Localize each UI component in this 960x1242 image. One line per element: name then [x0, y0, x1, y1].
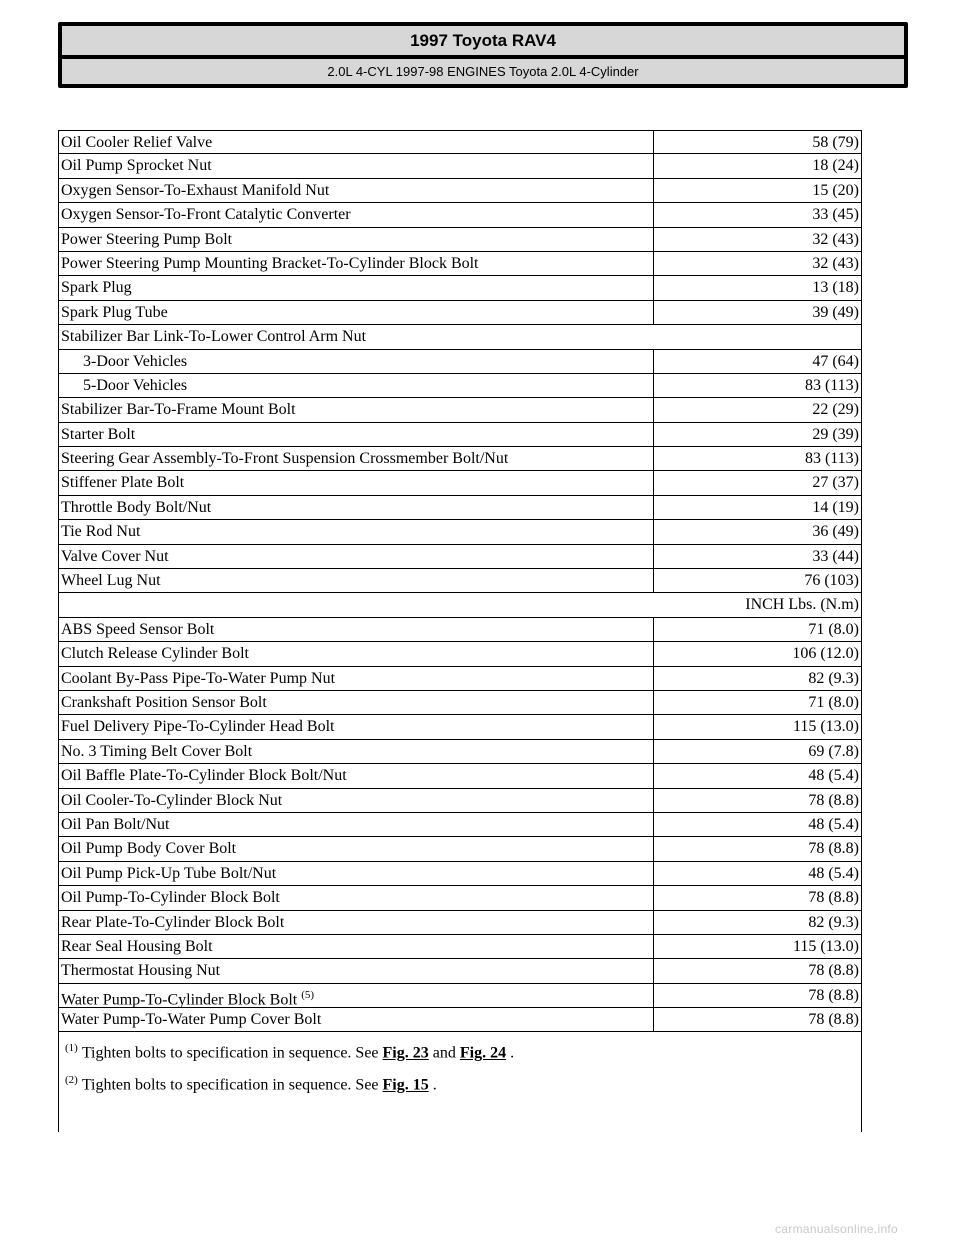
component-label: [61, 520, 140, 543]
column-divider: [653, 642, 654, 665]
component-label: [61, 935, 213, 958]
component-label: [61, 911, 284, 934]
component-label-text: Starter Bolt: [61, 425, 136, 443]
column-divider: [653, 520, 654, 543]
component-label: [61, 886, 280, 909]
table-row: [58, 789, 862, 813]
table-row: [58, 520, 862, 544]
column-divider: [653, 569, 654, 592]
column-divider: [653, 301, 654, 324]
table-row: [58, 179, 862, 203]
column-divider: [653, 715, 654, 738]
table-row: [58, 203, 862, 227]
component-label: [61, 423, 135, 446]
footnote-2: [65, 1074, 437, 1094]
component-label-text: Stiffener Plate Bolt: [61, 474, 185, 492]
component-label: [61, 862, 276, 885]
torque-value: 69 (7.8): [808, 742, 859, 760]
footnote-text: Tighten bolts to specification in sequence. See: [81, 1076, 383, 1094]
torque-value: 14 (19): [812, 498, 859, 516]
component-label: [61, 1008, 321, 1031]
table-row: [58, 667, 862, 691]
column-divider: [653, 496, 654, 519]
column-divider: [653, 374, 654, 397]
document-header: [58, 22, 908, 88]
footnote-text: Tighten bolts to specification in sequence. See: [81, 1044, 383, 1062]
column-divider: [653, 423, 654, 446]
torque-value: 76 (103): [804, 572, 859, 590]
table-row: [58, 325, 862, 349]
table-row: [58, 837, 862, 861]
column-divider: [653, 179, 654, 202]
column-divider: [653, 447, 654, 470]
component-label: [61, 545, 169, 568]
table-row: [58, 618, 862, 642]
component-label-text: 5-Door Vehicles: [83, 376, 188, 394]
footnote-text: and: [428, 1044, 460, 1062]
component-label-text: Power Steering Pump Bolt: [61, 230, 233, 248]
torque-value: 48 (5.4): [808, 864, 859, 882]
table-row: [58, 642, 862, 666]
component-label-text: Coolant By-Pass Pipe-To-Water Pump Nut: [61, 669, 336, 687]
torque-value: 78 (8.8): [808, 791, 859, 809]
component-label: [61, 179, 329, 202]
component-label-text: Fuel Delivery Pipe-To-Cylinder Head Bolt: [61, 718, 335, 736]
table-body: [58, 130, 862, 1032]
column-divider: [653, 131, 654, 153]
component-label-text: Thermostat Housing Nut: [61, 962, 221, 980]
torque-value: 27 (37): [812, 474, 859, 492]
component-label-text: 3-Door Vehicles: [83, 352, 188, 370]
component-label: [61, 447, 508, 470]
component-label-text: Oil Pump Sprocket Nut: [61, 157, 212, 175]
table-row: [58, 911, 862, 935]
component-label: [61, 471, 184, 494]
component-label-text: Steering Gear Assembly-To-Front Suspension Crossmember Bolt/Nut: [61, 450, 509, 468]
component-label: [61, 325, 366, 348]
torque-value: 78 (8.8): [808, 962, 859, 980]
torque-value: 32 (43): [812, 254, 859, 272]
figure-link[interactable]: Fig. 23: [382, 1044, 429, 1062]
component-label-text: Oil Baffle Plate-To-Cylinder Block Bolt/Nut: [61, 767, 347, 785]
table-row: [58, 154, 862, 178]
torque-value: 106 (12.0): [792, 645, 859, 663]
table-row: [58, 545, 862, 569]
footnote-ref: (5): [301, 988, 315, 1001]
table-row: [58, 764, 862, 788]
table-row: [58, 1008, 862, 1032]
table-row: [58, 252, 862, 276]
figure-link[interactable]: Fig. 15: [382, 1076, 429, 1094]
torque-value: 82 (9.3): [808, 913, 859, 931]
document-title: 1997 Toyota RAV4: [62, 26, 904, 55]
column-divider: [653, 228, 654, 251]
component-label-text: Stabilizer Bar Link-To-Lower Control Arm Nut: [61, 328, 367, 346]
component-label: [83, 374, 187, 397]
component-label: [61, 642, 249, 665]
component-label: [61, 959, 220, 982]
component-label-text: Crankshaft Position Sensor Bolt: [61, 693, 267, 711]
torque-value: 71 (8.0): [808, 693, 859, 711]
footnote-number: (2): [65, 1074, 78, 1087]
table-row: [58, 886, 862, 910]
torque-value: 29 (39): [812, 425, 859, 443]
column-divider: [653, 862, 654, 885]
table-row: [58, 715, 862, 739]
column-divider: [653, 203, 654, 226]
component-label-text: Valve Cover Nut: [61, 547, 169, 565]
column-divider: [653, 740, 654, 763]
torque-value: 39 (49): [812, 303, 859, 321]
component-label-text: Spark Plug Tube: [61, 303, 168, 321]
component-label-text: Water Pump-To-Cylinder Block Bolt: [61, 991, 298, 1008]
column-divider: [653, 789, 654, 812]
component-label: [61, 301, 168, 324]
component-label-text: Clutch Release Cylinder Bolt: [61, 645, 249, 663]
torque-value: 33 (44): [812, 547, 859, 565]
component-label: [61, 276, 132, 299]
component-label: [61, 984, 314, 1011]
component-label: [61, 398, 296, 421]
column-divider: [653, 154, 654, 177]
footnote-1: [65, 1042, 514, 1062]
component-label-text: Rear Plate-To-Cylinder Block Bolt: [61, 913, 285, 931]
component-label: [61, 740, 252, 763]
component-label-text: ABS Speed Sensor Bolt: [61, 620, 215, 638]
table-row: [58, 496, 862, 520]
torque-value: 18 (24): [812, 157, 859, 175]
torque-value: 115 (13.0): [792, 937, 859, 955]
table-row: [58, 350, 862, 374]
torque-spec-table: [58, 130, 862, 1132]
unit-header: INCH Lbs. (N.m): [745, 596, 859, 614]
component-label-text: Stabilizer Bar-To-Frame Mount Bolt: [61, 401, 296, 419]
component-label: [61, 813, 169, 836]
table-row: [58, 423, 862, 447]
component-label: [61, 837, 236, 860]
component-label-text: Oil Pan Bolt/Nut: [61, 815, 170, 833]
component-label-text: Power Steering Pump Mounting Bracket-To-Cylinder Block Bolt: [61, 254, 479, 272]
component-label: [61, 131, 212, 154]
footnote-text: .: [428, 1076, 437, 1094]
section-header-row: [58, 593, 862, 617]
torque-value: 48 (5.4): [808, 815, 859, 833]
component-label-text: Spark Plug: [61, 279, 132, 297]
torque-value: 58 (79): [812, 134, 859, 151]
column-divider: [653, 471, 654, 494]
table-row: [58, 130, 862, 154]
torque-value: 78 (8.8): [808, 1011, 859, 1029]
column-divider: [653, 1008, 654, 1031]
document-subtitle: 2.0L 4-CYL 1997-98 ENGINES Toyota 2.0L 4-Cylinder: [62, 59, 904, 84]
column-divider: [653, 837, 654, 860]
column-divider: [653, 618, 654, 641]
torque-value: 32 (43): [812, 230, 859, 248]
table-row: [58, 813, 862, 837]
component-label-text: Oxygen Sensor-To-Front Catalytic Converter: [61, 206, 351, 224]
watermark: carmanualsonline.info: [775, 1222, 899, 1236]
component-label: [61, 252, 479, 275]
column-divider: [653, 813, 654, 836]
torque-value: 78 (8.8): [808, 889, 859, 907]
torque-value: 83 (113): [804, 450, 859, 468]
column-divider: [653, 764, 654, 787]
footnotes: [58, 1032, 862, 1132]
column-divider: [653, 276, 654, 299]
component-label-text: No. 3 Timing Belt Cover Bolt: [61, 742, 253, 760]
component-label: [61, 203, 351, 226]
torque-value: 33 (45): [812, 206, 859, 224]
column-divider: [653, 252, 654, 275]
table-row: [58, 959, 862, 983]
column-divider: [653, 911, 654, 934]
component-label: [61, 789, 282, 812]
component-label-text: Oil Cooler-To-Cylinder Block Nut: [61, 791, 283, 809]
column-divider: [653, 350, 654, 373]
torque-value: 47 (64): [812, 352, 859, 370]
table-row: [58, 691, 862, 715]
column-divider: [653, 545, 654, 568]
table-row: [58, 276, 862, 300]
table-row: [58, 447, 862, 471]
torque-value: 83 (113): [804, 376, 859, 394]
component-label-text: Oil Pump Pick-Up Tube Bolt/Nut: [61, 864, 277, 882]
component-label: [61, 764, 347, 787]
component-label-text: Water Pump-To-Water Pump Cover Bolt: [61, 1011, 322, 1029]
component-label: [61, 569, 161, 592]
torque-value: 48 (5.4): [808, 767, 859, 785]
column-divider: [653, 935, 654, 958]
table-row: [58, 935, 862, 959]
torque-value: 115 (13.0): [792, 718, 859, 736]
table-row: [58, 374, 862, 398]
torque-value: 13 (18): [812, 279, 859, 297]
figure-link[interactable]: Fig. 24: [459, 1044, 507, 1062]
torque-value: 36 (49): [812, 523, 859, 541]
torque-value: 82 (9.3): [808, 669, 859, 687]
component-label: [61, 618, 214, 641]
column-divider: [653, 886, 654, 909]
footnote-text: .: [506, 1044, 515, 1062]
component-label: [83, 350, 187, 373]
table-row: [58, 301, 862, 325]
component-label-text: Wheel Lug Nut: [61, 572, 161, 590]
table-row: [58, 398, 862, 422]
component-label: [61, 691, 267, 714]
footnote-number: (1): [65, 1042, 78, 1055]
component-label: [61, 667, 335, 690]
column-divider: [653, 959, 654, 982]
table-row: [58, 228, 862, 252]
torque-value: 78 (8.8): [808, 840, 859, 858]
component-label-text: Rear Seal Housing Bolt: [61, 937, 213, 955]
column-divider: [653, 398, 654, 421]
component-label-text: Oxygen Sensor-To-Exhaust Manifold Nut: [61, 181, 330, 199]
table-row: [58, 862, 862, 886]
torque-value: 78 (8.8): [808, 986, 859, 1004]
torque-value: 71 (8.0): [808, 620, 859, 638]
component-label-text: Oil Pump-To-Cylinder Block Bolt: [61, 889, 280, 907]
table-row: [58, 740, 862, 764]
table-row: [58, 471, 862, 495]
column-divider: [653, 667, 654, 690]
component-label-text: Throttle Body Bolt/Nut: [61, 498, 212, 516]
component-label: [61, 715, 335, 738]
column-divider: [653, 984, 654, 1007]
torque-value: 22 (29): [812, 401, 859, 419]
component-label-text: Oil Pump Body Cover Bolt: [61, 840, 237, 858]
torque-value: 15 (20): [812, 181, 859, 199]
table-row: [58, 984, 862, 1008]
component-label: [61, 228, 232, 251]
column-divider: [653, 691, 654, 714]
component-label-text: Oil Cooler Relief Valve: [61, 134, 213, 151]
component-label-text: Tie Rod Nut: [61, 523, 141, 541]
table-row: [58, 569, 862, 593]
component-label: [61, 496, 211, 519]
component-label: [61, 154, 212, 177]
